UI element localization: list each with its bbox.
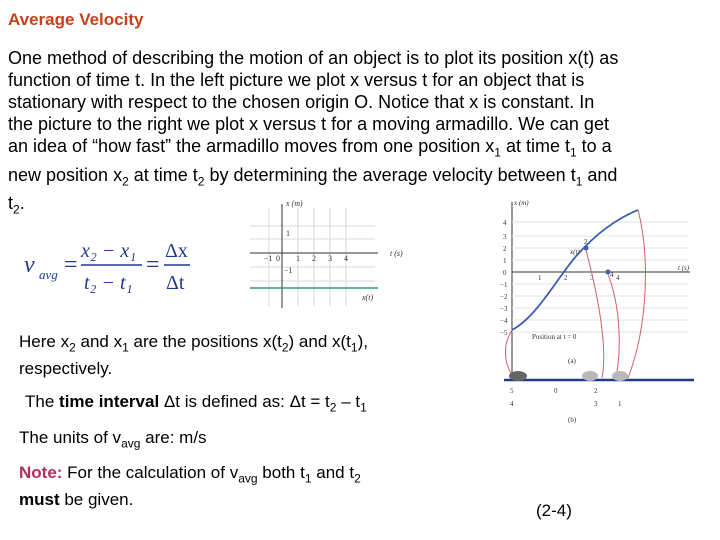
svg-text:5: 5	[510, 387, 514, 395]
slide-title: Average Velocity	[8, 10, 144, 29]
slide-number: (2-4)	[536, 501, 572, 520]
svg-text:−5: −5	[500, 329, 508, 337]
x-tick: 4	[344, 254, 348, 263]
svg-text:−1: −1	[500, 281, 508, 289]
svg-text:0: 0	[503, 269, 507, 277]
note-label: Note:	[19, 463, 63, 482]
panel-label-a: (a)	[568, 357, 576, 365]
svg-text:4: 4	[510, 400, 514, 408]
armadillo-motion-graph	[498, 196, 698, 426]
svg-text:2: 2	[584, 238, 588, 246]
svg-text:2: 2	[564, 274, 568, 282]
time-interval-definition: The time interval Δt is defined as: $\Delta t = t_2 - t_1$	[25, 392, 367, 415]
y-axis-label: x (m)	[514, 199, 529, 207]
x-axis-label: t (s)	[390, 249, 403, 258]
projection-arrow	[628, 210, 645, 378]
y-tick: 1	[286, 229, 290, 238]
svg-text:4: 4	[616, 274, 620, 282]
curve-label: x(t)	[570, 248, 580, 256]
svg-text:1: 1	[503, 257, 507, 265]
svg-text:avg: avg	[39, 267, 58, 282]
positions-text: Here $x_2$ and $x_1$ are the positions $x(t_2)$ and $x(t_1)$, respectively.	[19, 332, 368, 379]
point-t2	[584, 246, 589, 251]
svg-text:Δt: Δt	[166, 272, 185, 294]
svg-text:0: 0	[554, 387, 558, 395]
x-tick: 3	[328, 254, 332, 263]
projection-arrow	[505, 330, 514, 378]
armadillo-icon	[582, 371, 598, 381]
svg-text:1: 1	[618, 400, 622, 408]
svg-text:4: 4	[503, 219, 507, 227]
t-axis-label: t (s)	[678, 264, 690, 272]
intro-paragraph: One method of describing the motion of an object is to plot its position x(t) as function of time t. In the left picture we plot x versus t for an object that is stationary with respect to the chosen origin O. Notice that x is constant. In the picture to the right we plot x versus t for a moving armadillo. We can get an idea of “how fast” the armadillo moves from one position $x_1$ at time $t_1$ to a new position $x_2$ at time $t_2$ by determining the average velocity between $t_1$ and $t_2$.	[8, 48, 619, 217]
svg-text:x₂ − x₁: x₂ − x₁	[81, 240, 137, 262]
line-label: x(t)	[362, 293, 374, 302]
svg-text:4: 4	[610, 271, 614, 279]
svg-text:=: =	[146, 252, 160, 278]
average-velocity-formula	[18, 232, 208, 302]
svg-text:3: 3	[594, 400, 598, 408]
note-text: Note: For the calculation of $v_{avg}$ both $t_1$ and $t_2$ must be given.	[19, 463, 361, 510]
svg-text:−3: −3	[500, 305, 508, 313]
svg-text:v: v	[24, 252, 35, 278]
panel-label-b: (b)	[568, 416, 577, 424]
svg-text:3: 3	[590, 274, 594, 282]
start-label: Position at t = 0	[532, 333, 577, 341]
x-tick: 0	[276, 254, 280, 263]
units-text: The units of $v_{avg}$ are: m/s	[19, 428, 207, 451]
svg-text:t₂ − t₁: t₂ − t₁	[84, 272, 133, 294]
armadillo-icon	[509, 371, 527, 381]
svg-text:2: 2	[594, 387, 598, 395]
x-tick: 1	[296, 254, 300, 263]
y-tick: −1	[284, 266, 293, 275]
y-axis-label: x (m)	[286, 199, 303, 208]
position-curve	[512, 210, 638, 330]
x-tick: 2	[312, 254, 316, 263]
svg-text:−4: −4	[500, 317, 508, 325]
svg-text:=: =	[64, 252, 78, 278]
svg-text:2: 2	[503, 245, 507, 253]
x-tick: −1	[264, 254, 273, 263]
stationary-object-graph	[240, 196, 403, 314]
svg-text:3: 3	[503, 233, 507, 241]
svg-text:−2: −2	[500, 293, 508, 301]
projection-arrow	[586, 250, 604, 378]
projection-arrow	[608, 274, 619, 378]
armadillo-icon	[612, 371, 628, 381]
svg-text:Δx: Δx	[165, 240, 188, 262]
svg-text:1: 1	[538, 274, 542, 282]
